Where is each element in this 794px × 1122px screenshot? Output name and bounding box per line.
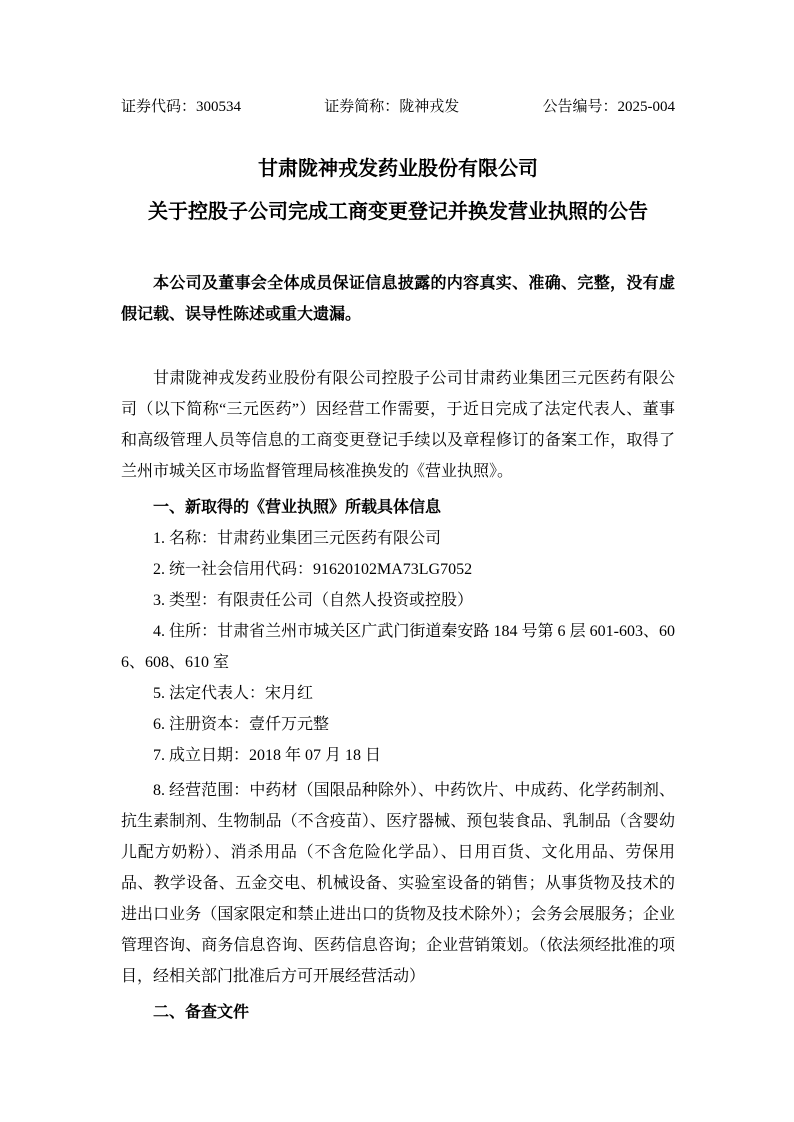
stock-code: 证券代码：300534 xyxy=(121,99,242,115)
intro-paragraph: 甘肃陇神戎发药业股份有限公司控股子公司甘肃药业集团三元医药有限公司（以下简称“三元医药”）因经营工作需要，于近日完成了法定代表人、董事和高级管理人员等信息的工商变更登记手续以及章程修订的备案工作，取得了兰州市城关区市场监督管理局核准换发的《营业执照》。 xyxy=(121,370,675,480)
board-disclaimer: 本公司及董事会全体成员保证信息披露的内容真实、准确、完整，没有虚假记载、误导性陈述或重大遗漏。 xyxy=(121,275,675,323)
section1-heading: 一、新取得的《营业执照》所载具体信息 xyxy=(153,499,442,516)
license-item-business-scope: 8. 经营范围：中药材（国限品种除外）、中药饮片、中成药、化学药制剂、抗生素制剂、生物制品（不含疫苗）、医疗器械、预包装食品、乳制品（含婴幼儿配方奶粉）、消杀用品（不含危险化学品）、日用百货、文化用品、劳保用品、教学设备、五金交电、机械设备、实验室设备的销售；从事货物及技术的进出口业务（国家限定和禁止进出口的货物及技术除外）；会务会展服务；企业管理咨询、商务信息咨询、医药信息咨询；企业营销策划。（依法须经批准的项目，经相关部门批准后方可开展经营活动） xyxy=(121,782,675,985)
stock-name: 证券简称：陇神戎发 xyxy=(324,99,460,115)
license-item-name: 1. 名称：甘肃药业集团三元医药有限公司 xyxy=(153,530,442,547)
company-title: 甘肃陇神戎发药业股份有限公司 xyxy=(258,158,538,180)
section2-heading: 二、备查文件 xyxy=(153,1004,250,1021)
announcement-title: 关于控股子公司完成工商变更登记并换发营业执照的公告 xyxy=(148,201,648,223)
license-item-legal-representative: 5. 法定代表人：宋月红 xyxy=(153,685,314,702)
license-item-address: 4. 住所：甘肃省兰州市城关区广武门街道秦安路 184 号第 6 层 601-603、606、608、610 室 xyxy=(121,623,675,671)
license-item-establishment-date: 7. 成立日期：2018 年 07 月 18 日 xyxy=(153,747,382,764)
license-item-registered-capital: 6. 注册资本：壹仟万元整 xyxy=(153,716,330,733)
license-item-type: 3. 类型：有限责任公司（自然人投资或控股） xyxy=(153,592,474,609)
license-item-credit-code: 2. 统一社会信用代码：91620102MA73LG7052 xyxy=(153,561,473,578)
announcement-number: 公告编号：2025-004 xyxy=(542,99,675,115)
document-header xyxy=(121,96,675,118)
